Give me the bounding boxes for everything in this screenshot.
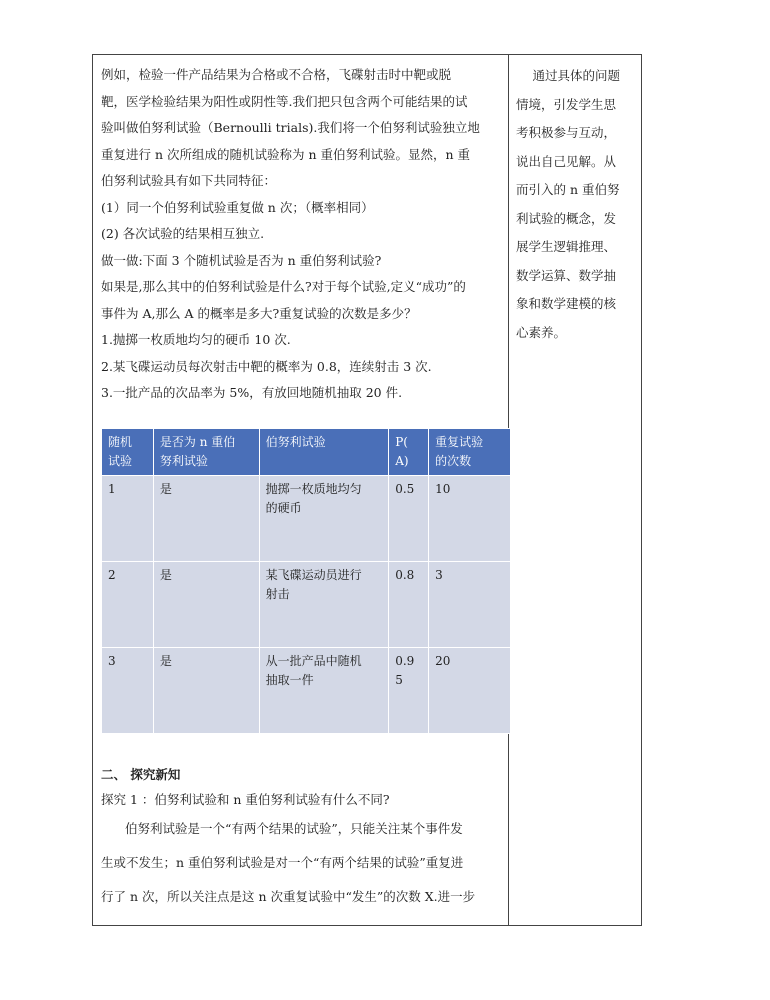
main-line: (2) 各次试验的结果相互独立.	[101, 226, 265, 241]
cell-p: 0.8	[389, 562, 429, 648]
main-line: 做一做:下面 3 个随机试验是否为 n 重伯努利试验?	[101, 252, 382, 268]
section-heading: 二、 探究新知	[101, 767, 181, 782]
explore-paragraph-line: 行了 n 次，所以关注点是这 n 次重复试验中“发生”的次数 X.进一步	[101, 889, 476, 904]
cell-count: 10	[429, 476, 511, 562]
main-line: 2.某飞碟运动员每次射击中靶的概率为 0.8，连续射击 3 次.	[101, 358, 432, 374]
header-repeat-count: 重复试验 的次数	[429, 429, 511, 476]
main-line: 1.抛掷一枚质地均匀的硬币 10 次.	[101, 332, 291, 347]
cell-p: 0.9 5	[389, 648, 429, 734]
cell-is-n: 是	[153, 648, 259, 734]
main-line: 事件为 A,那么 A 的概率是多大?重复试验的次数是多少？	[101, 305, 417, 321]
cell-id: 3	[102, 648, 154, 734]
header-trial-no: 随机 试验	[102, 429, 154, 476]
cell-trial: 抛掷一枚质地均匀 的硬币	[259, 476, 389, 562]
cell-count: 20	[429, 648, 511, 734]
cell-count: 3	[429, 562, 511, 648]
table-row	[102, 476, 511, 562]
table-row	[102, 648, 511, 734]
explore-paragraph-line: 伯努利试验是一个“有两个结果的试验”，只能关注某个事件发	[125, 821, 463, 836]
side-line: 数学运算、数学抽	[516, 267, 617, 283]
main-line: 伯努利试验具有如下共同特征：	[101, 173, 277, 188]
header-bernoulli-trial: 伯努利试验	[259, 429, 389, 476]
cell-is-n: 是	[153, 476, 259, 562]
cell-id: 2	[102, 562, 154, 648]
table-row	[102, 562, 511, 648]
main-line: 靶，医学检验结果为阳性或阴性等.我们把只包含两个可能结果的试	[101, 93, 468, 109]
side-line: 象和数学建模的核	[516, 296, 617, 311]
explore-section	[101, 762, 501, 914]
cell-is-n: 是	[153, 562, 259, 648]
explore-paragraph-line: 生或不发生；n 重伯努利试验是对一个“有两个结果的试验”重复进	[101, 855, 464, 870]
main-line: 重复进行 n 次所组成的随机试验称为 n 重伯努利试验。显然，n 重	[101, 146, 471, 162]
main-line: 例如，检验一件产品结果为合格或不合格，飞碟射击时中靶或脱	[101, 67, 452, 82]
table-header-row	[102, 429, 511, 476]
main-line: 3.一批产品的次品率为 5%，有放回地随机抽取 20 件.	[101, 385, 403, 400]
header-is-n-bernoulli: 是否为 n 重伯 努利试验	[153, 429, 259, 476]
header-probability: P( A)	[389, 429, 429, 476]
side-line: 说出自己见解。从	[516, 153, 617, 169]
main-line: (1）同一个伯努利试验重复做 n 次；（概率相同）	[101, 199, 374, 215]
bernoulli-table	[101, 428, 511, 734]
cell-trial: 某飞碟运动员进行 射击	[259, 562, 389, 648]
main-line: 如果是,那么其中的伯努利试验是什么?对于每个试验,定义“成功”的	[101, 279, 466, 294]
main-column	[101, 62, 501, 407]
main-line: 验叫做伯努利试验（Bernoulli trials).我们将一个伯努利试验独立地	[101, 120, 480, 135]
cell-trial: 从一批产品中随机 抽取一件	[259, 648, 389, 734]
side-line: 情境，引发学生思	[516, 96, 617, 112]
side-line: 心素养。	[516, 324, 567, 340]
cell-p: 0.5	[389, 476, 429, 562]
side-line: 而引入的 n 重伯努	[516, 182, 620, 197]
cell-id: 1	[102, 476, 154, 562]
side-line: 展学生逻辑推理、	[516, 239, 617, 254]
side-line: 通过具体的问题	[516, 68, 620, 83]
explore-question: 探究 1 ：伯努利试验和 n 重伯努利试验有什么不同?	[101, 792, 390, 807]
side-line: 考积极参与互动，	[516, 125, 617, 140]
design-intent-column	[516, 62, 634, 347]
side-line: 利试验的概念，发	[516, 210, 617, 226]
